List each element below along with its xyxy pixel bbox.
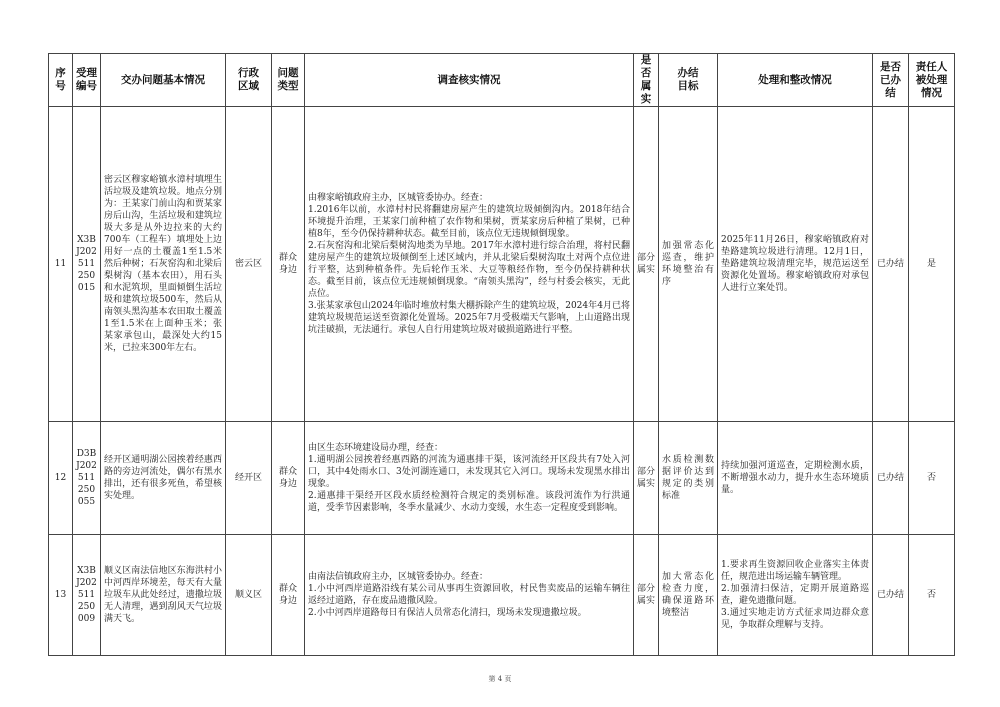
cell-issue: 顺义区南法信地区东海洪村小中河西岸环境差，每天有大量垃圾车从此处经过，遗撒垃圾无人清理，遇到刮风天气垃圾满天飞。 <box>101 535 226 656</box>
cell-done: 已办结 <box>873 535 909 656</box>
cell-is-true: 部分属实 <box>634 422 659 535</box>
cell-rectification <box>718 422 873 535</box>
cell-goal: 加强常态化巡查，维护环境整治有序 <box>659 107 718 422</box>
cell-issue: 经开区通明湖公园挨着经惠西路的旁边河流处，偶尔有黑水排出，还有很多死鱼，希望核实处理。 <box>101 422 226 535</box>
case-table <box>48 53 955 656</box>
header-is-true: 是否属实 <box>634 54 659 107</box>
header-goal: 办结目标 <box>659 54 718 107</box>
rectification-line: 2025年11月26日，穆家峪镇政府对垫路建筑垃圾进行清理。12月1日，垫路建筑垃圾清理完毕，规范运送至资源化处置场。穆家峪镇政府对承包人进行立案处罚。 <box>721 235 869 293</box>
header-rectification: 处理和整改情况 <box>718 54 873 107</box>
investigation-line: 2.小中河西岸道路每日有保洁人员常态化清扫，现场未发现遗撒垃圾。 <box>308 608 587 618</box>
cell-seq: 13 <box>49 535 73 656</box>
cell-type: 群众身边 <box>272 422 305 535</box>
rectification-line: 2.加强清扫保洁，定期开展道路巡查，避免遗撒问题。 <box>721 584 869 606</box>
table-row <box>49 107 955 422</box>
cell-investigation <box>305 422 634 535</box>
investigation-line: 3.张某家承包山2024年临时堆放村集大棚拆除产生的建筑垃圾，2024年4月已将建筑垃圾规范运送至资源化处置场。2025年7月受极端天气影响，上山道路出现坑洼破损，无法通行。承包人自行用建筑垃圾对破损道路进行平整。 <box>308 301 630 335</box>
cell-district: 密云区 <box>226 107 272 422</box>
cell-rectification <box>718 535 873 656</box>
cell-type: 群众身边 <box>272 535 305 656</box>
header-investigation: 调查核实情况 <box>305 54 634 107</box>
investigation-line: 2.通惠排干渠经开区段水质经检测符合规定的类别标准。该段河流作为行洪通道，受季节因素影响，冬季水量减少、水动力变缓，水生态一定程度受到影响。 <box>308 491 630 513</box>
cell-done: 已办结 <box>873 107 909 422</box>
investigation-line: 1.小中河西岸道路沿线有某公司从事再生资源回收，村民售卖废品的运输车辆往返经过道路，存在废品遗撒风险。 <box>308 584 630 606</box>
investigation-line: 1.2016年以前，水漳村村民将翻建房屋产生的建筑垃圾倾倒沟内。2018年结合环境提升治理，王某家门前种植了农作物和果树，贾某家房后种植了果树，已种植8年，至今仍保持耕种状态。截至目前，该点位无违规倾倒现象。 <box>308 205 630 239</box>
cell-accept-no: D3BJ202511250055 <box>73 422 101 535</box>
header-accountability: 责任人被处理情况 <box>909 54 955 107</box>
header-accept-no: 受理编号 <box>73 54 101 107</box>
table-row <box>49 422 955 535</box>
cell-goal: 水质检测数据评价达到规定的类别标准 <box>659 422 718 535</box>
cell-investigation <box>305 535 634 656</box>
rectification-line: 1.要求再生资源回收企业落实主体责任，规范进出场运输车辆管理。 <box>721 560 869 582</box>
investigation-line: 1.通明湖公园挨着经惠西路的河流为通惠排干渠，该河流经开区段共有7处入河口，其中4处雨水口、3处河湖连通口，未发现其它入河口。现场未发现黑水排出现象。 <box>308 455 630 489</box>
cell-rectification <box>718 107 873 422</box>
rectification-line: 3.通过实地走访方式征求周边群众意见，争取群众理解与支持。 <box>721 608 869 630</box>
cell-accept-no: X3BJ202511250015 <box>73 107 101 422</box>
cell-investigation <box>305 107 634 422</box>
cell-seq: 12 <box>49 422 73 535</box>
header-row <box>49 54 955 107</box>
header-seq: 序号 <box>49 54 73 107</box>
cell-accept-no: X3BJ202511250009 <box>73 535 101 656</box>
rectification-line: 持续加强河道巡查，定期检测水质，不断增强水动力，提升水生态环境质量。 <box>721 461 869 495</box>
header-type: 问题类型 <box>272 54 305 107</box>
page-number: 第 4 页 <box>488 675 512 683</box>
cell-is-true: 部分属实 <box>634 535 659 656</box>
header-district: 行政区域 <box>226 54 272 107</box>
header-issue: 交办问题基本情况 <box>101 54 226 107</box>
cell-accountability: 是 <box>909 107 955 422</box>
cell-accountability: 否 <box>909 422 955 535</box>
cell-done: 已办结 <box>873 422 909 535</box>
cell-issue: 密云区穆家峪镇水漳村填埋生活垃圾及建筑垃圾。地点分别为：王某家门前山沟和贾某家房后山沟，生活垃圾和建筑垃圾大多是从外边拉来的大约700车（工程车）填埋处上边用好一点的土覆盖1至1.5米然后种树；石灰窑沟和北梁后梨树沟（基本农田），用石头和水泥筑坝，里面倾倒生活垃圾和建筑垃圾500车，然后从南领头黑沟基本农田取土覆盖1至1.5米在上面种玉米；张某家承包山，最深处大约15米，已拉来300年左右。 <box>101 107 226 422</box>
investigation-line: 由区生态环境建设局办理，经查： <box>308 443 444 453</box>
cell-accountability: 否 <box>909 535 955 656</box>
table-row <box>49 535 955 656</box>
investigation-line: 由南法信镇政府主办，区城管委协办。经查： <box>308 572 489 582</box>
cell-district: 经开区 <box>226 422 272 535</box>
investigation-line: 2.石灰窑沟和北梁后梨树沟地类为旱地。2017年水漳村进行综合治理，将村民翻建房屋产生的建筑垃圾倾倒至上述区域内，并从北梁后梨树沟取土对两个点位进行平整，达到种植条件。先后轮作玉米、大豆等粮经作物，至今仍保持耕种状态。截至目前，该点位无违规倾倒现象。“南领头黑沟”，经与村委会核实，无此点位。 <box>308 241 630 299</box>
investigation-line: 由穆家峪镇政府主办，区城管委协办。经查： <box>308 193 489 203</box>
header-done: 是否已办结 <box>873 54 909 107</box>
cell-goal: 加大常态化检查力度，确保道路环境整洁 <box>659 535 718 656</box>
cell-district: 顺义区 <box>226 535 272 656</box>
cell-type: 群众身边 <box>272 107 305 422</box>
cell-is-true: 部分属实 <box>634 107 659 422</box>
cell-seq: 11 <box>49 107 73 422</box>
